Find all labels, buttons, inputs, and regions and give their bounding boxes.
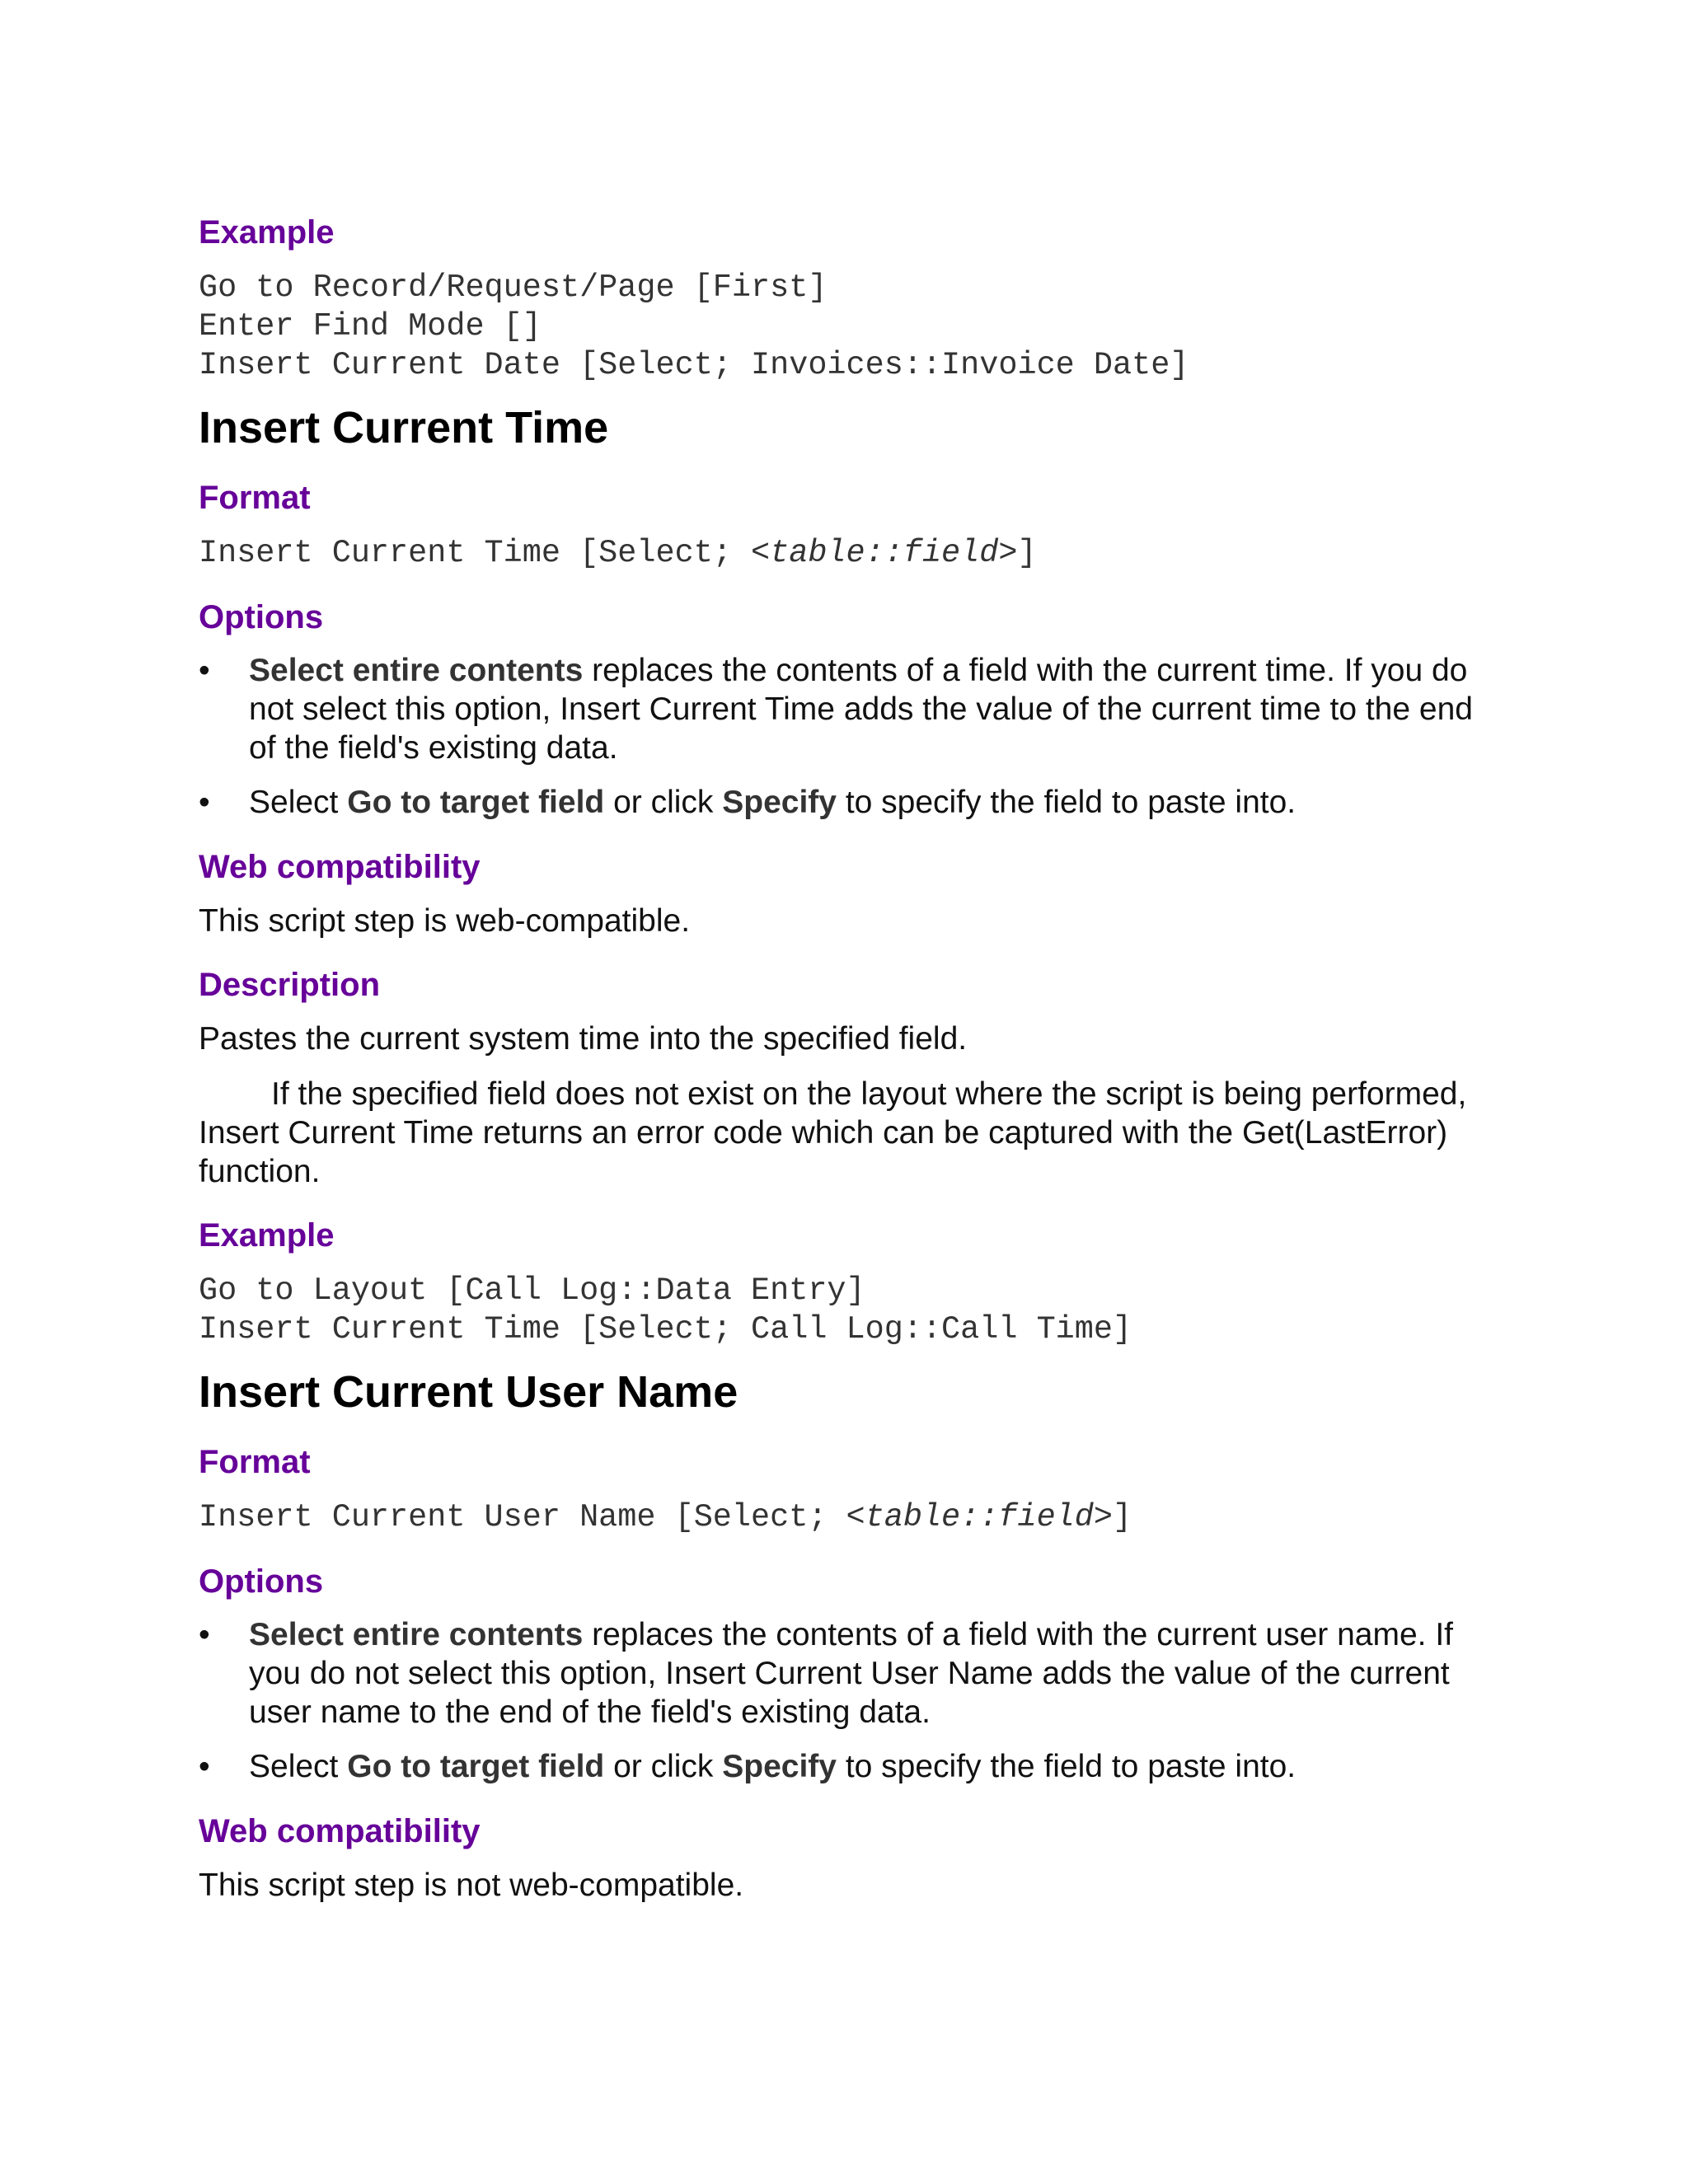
option-item [199,783,1484,822]
option-bold-label: Specify [722,1749,837,1784]
option-text: replaces the contents of a field with the current user name. If you do not select this option, Insert Current User Name adds the value of the current user name to the end of the field's existing data. [249,1617,1454,1730]
document-page [199,213,1484,1905]
option-bold-label: Select entire contents [249,1617,584,1652]
options-list [199,651,1484,822]
bullet: • [199,653,210,688]
code-line: Go to Record/Request/Page [First] [199,269,828,306]
web-compat-heading: Web compatibility [199,1813,481,1849]
code-line: Insert Current Date [Select; Invoices::Invoice Date] [199,347,1189,383]
options-heading: Options [199,1563,324,1600]
options-list [199,1615,1484,1786]
option-bold-label: Select entire contents [249,653,584,688]
option-bold-label: Go to target field [347,785,605,820]
example-code-block [199,1272,1484,1349]
option-item [199,651,1484,767]
option-bold-label: Go to target field [347,1749,605,1784]
format-code [199,534,1484,573]
code-line: Insert Current Time [Select; Call Log::Call Time] [199,1311,1132,1347]
format-code-prefix: Insert Current Time [Select; [199,535,752,571]
section-title-insert-current-time: Insert Current Time [199,403,609,452]
options-heading: Options [199,599,324,635]
description-note: If the specified field does not exist on the layout where the script is being performed, Insert Current Time returns an error code which can be captured with the Get(LastError) function. [199,1076,1467,1189]
option-text: or click [604,1749,723,1784]
code-line: Enter Find Mode [] [199,308,542,344]
option-text: Select [249,785,348,820]
web-compat-heading: Web compatibility [199,849,481,885]
example-code-block [199,269,1484,385]
format-heading: Format [199,1444,311,1480]
format-code [199,1498,1484,1537]
example-heading: Example [199,1217,335,1254]
format-heading: Format [199,480,311,516]
option-item [199,1615,1484,1732]
format-code-suffix: ] [1017,535,1037,571]
bullet: • [199,785,210,820]
option-text: Select [249,1749,348,1784]
section-title-insert-current-user-name: Insert Current User Name [199,1367,738,1417]
example-heading: Example [199,214,335,251]
option-text: to specify the field to paste into. [836,1749,1296,1784]
option-text: to specify the field to paste into. [836,785,1296,820]
format-code-field: <table::field> [751,535,1018,571]
description-heading: Description [199,967,381,1003]
option-item [199,1747,1484,1786]
web-compat-text: This script step is not web-compatible. [199,1868,744,1903]
web-compat-text: This script step is web-compatible. [199,903,691,939]
description-text: Pastes the current system time into the specified field. [199,1021,968,1057]
bullet: • [199,1749,210,1784]
format-code-field: <table::field> [846,1499,1113,1535]
bullet: • [199,1617,210,1652]
format-code-suffix: ] [1112,1499,1132,1535]
option-bold-label: Specify [722,785,837,820]
option-text: or click [604,785,723,820]
option-text: replaces the contents of a field with the current time. If you do not select this option, Insert Current Time adds the value of the current time to the end of the field's existing data. [249,653,1473,766]
format-code-prefix: Insert Current User Name [Select; [199,1499,846,1535]
code-line: Go to Layout [Call Log::Data Entry] [199,1272,865,1309]
